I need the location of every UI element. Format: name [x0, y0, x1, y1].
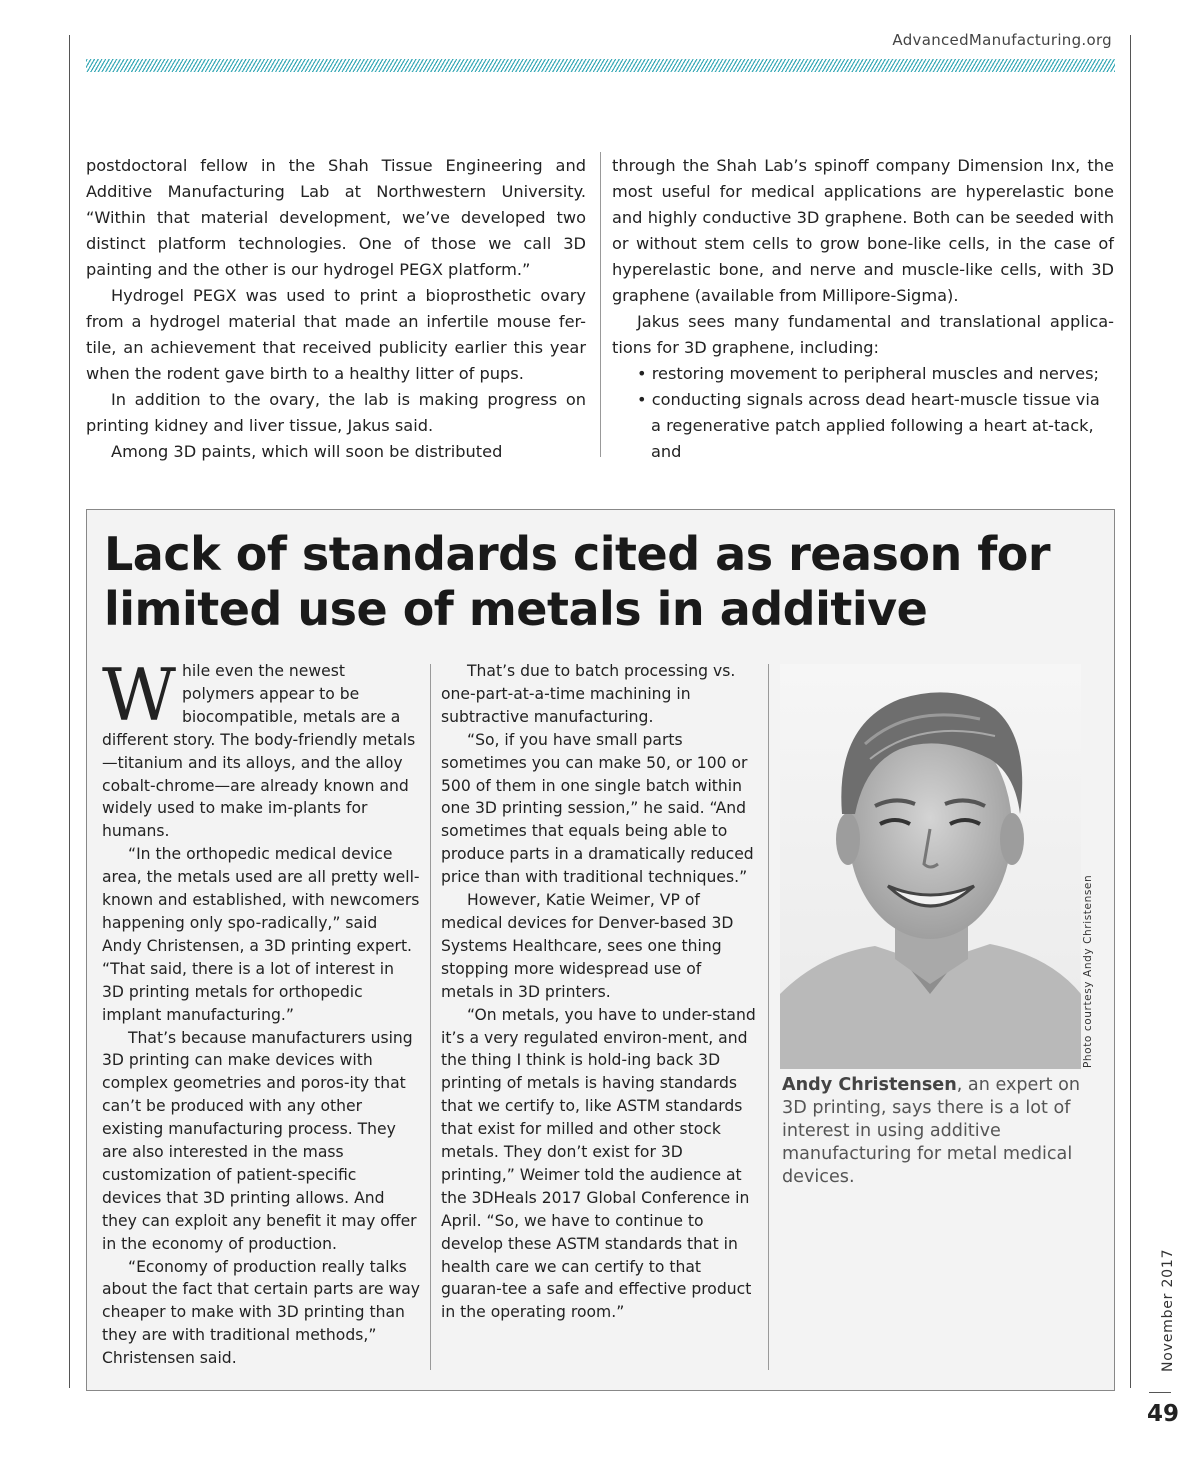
article-right-column	[612, 153, 1114, 465]
sidebar-paragraph: “So, if you have small parts sometimes you can make 50, or 100 or 500 of them in one single batch within one 3D printing session,” he said. “And sometimes that equals being able to produce parts in a dramatically reduced price than with traditional techniques.”	[441, 730, 754, 887]
sidebar-column-rule	[430, 664, 431, 1370]
sidebar-paragraph: That’s because manufacturers using 3D printing can make devices with complex geometries and poros-ity that can’t be produced with any other existing manufacturing process. They are also interested in the mass customization of patient-specific devices that 3D printing allows. And they can exploit any benefit it may offer in the economy of production.	[102, 1028, 417, 1253]
drop-cap: W	[102, 653, 177, 737]
article-paragraph: through the Shah Lab’s spinoff company Dimension Inx, the most useful for medical applications are hyperelastic bone and highly conductive 3D graphene. Both can be seeded with or without stem cells to grow bone-like cells, in the case of hyperelastic bone, and nerve and muscle-like cells, with 3D graphene (available from Millipore-Sigma).	[612, 156, 1114, 305]
sidebar-paragraph: “In the orthopedic medical device area, the metals used are all pretty well-known and established, with newcomers happening only spo-radically,” said Andy Christensen, a 3D printing expert. “That said, there is a lot of interest in 3D printing metals for orthopedic implant manufacturing.”	[102, 845, 420, 1024]
portrait-illustration	[780, 664, 1081, 1069]
sidebar-column-rule	[768, 664, 769, 1370]
article-left-column	[86, 153, 586, 465]
left-margin-rule	[69, 35, 70, 1388]
sidebar-paragraph: That’s due to batch processing vs. one-part-at-a-time machining in subtractive manufacturing.	[441, 662, 736, 726]
site-url: AdvancedManufacturing.org	[892, 31, 1112, 49]
sidebar-headline: Lack of standards cited as reason for limited use of metals in additive	[104, 527, 1051, 636]
page-number: 49	[1147, 1401, 1180, 1427]
header-pattern-band	[86, 59, 1115, 72]
sidebar-paragraph: “Economy of production really talks about the fact that certain parts are way cheaper to make with 3D printing than they are with traditional methods,” Christensen said.	[102, 1257, 421, 1368]
photo-credit: Photo courtesy Andy Christensen	[1082, 874, 1094, 1068]
sidebar-paragraph: However, Katie Weimer, VP of medical devices for Denver-based 3D Systems Healthcare, sees one thing stopping more widespread use of metals in 3D printers.	[441, 891, 734, 1001]
portrait-photo	[780, 664, 1081, 1069]
article-paragraph: postdoctoral fellow in the Shah Tissue Engineering and Additive Manufacturing Lab at Northwestern University. “Within that material development, we’ve developed two distinct platform technologies. One of those we call 3D painting and the other is our hydrogel PEGX platform.”	[86, 156, 586, 279]
sidebar-paragraph: “On metals, you have to under-stand it’s a very regulated environ-ment, and the thing I think is hold-ing back 3D printing of metals is having standards that we certify to, like ASTM standards that exist for milled and other stock metals. They don’t exist for 3D printing,” Weimer told the audience at the 3DHeals 2017 Global Conference in April. “So, we have to continue to develop these ASTM standards that in health care we can certify to that guaran-tee a safe and effective product in the operating room.”	[441, 1005, 756, 1322]
article-paragraph: Hydrogel PEGX was used to print a bioprosthetic ovary from a hydrogel material that made an infertile mouse fer-tile, an achievement that received publicity earlier this year when the rodent gave birth to a healthy litter of pups.	[86, 286, 586, 383]
caption-text: , an expert on 3D printing, says there is a lot of interest in using additive manufacturing for metal medical devices.	[782, 1075, 1081, 1187]
photo-caption	[782, 1074, 1082, 1189]
sidebar-first-text: hile even the newest polymers appear to be biocompatible, metals are a different story. The body-friendly metals—titanium and its alloys, and the alloy cobalt-chrome—are already known and widely used to make im-plants for humans.	[102, 662, 416, 841]
page-number-rule	[1149, 1392, 1171, 1393]
caption-name: Andy Christensen	[782, 1075, 957, 1095]
column-divider-rule	[600, 152, 601, 457]
right-margin-rule	[1130, 35, 1131, 1388]
bullet-item: • restoring movement to peripheral muscles and nerves;	[637, 364, 1099, 383]
sidebar-paragraph	[102, 653, 420, 843]
sidebar-column-1	[102, 653, 421, 1370]
article-paragraph: Among 3D paints, which will soon be distributed	[111, 442, 503, 461]
article-paragraph: Jakus sees many fundamental and translational applica-tions for 3D graphene, including:	[612, 312, 1114, 357]
article-paragraph: In addition to the ovary, the lab is making progress on printing kidney and liver tissue, Jakus said.	[86, 390, 586, 435]
sidebar-column-2	[441, 660, 759, 1324]
issue-date: November 2017	[1160, 1248, 1176, 1372]
bullet-item: • conducting signals across dead heart-muscle tissue via a regenerative patch applied following a heart at-tack, and	[637, 390, 1100, 461]
